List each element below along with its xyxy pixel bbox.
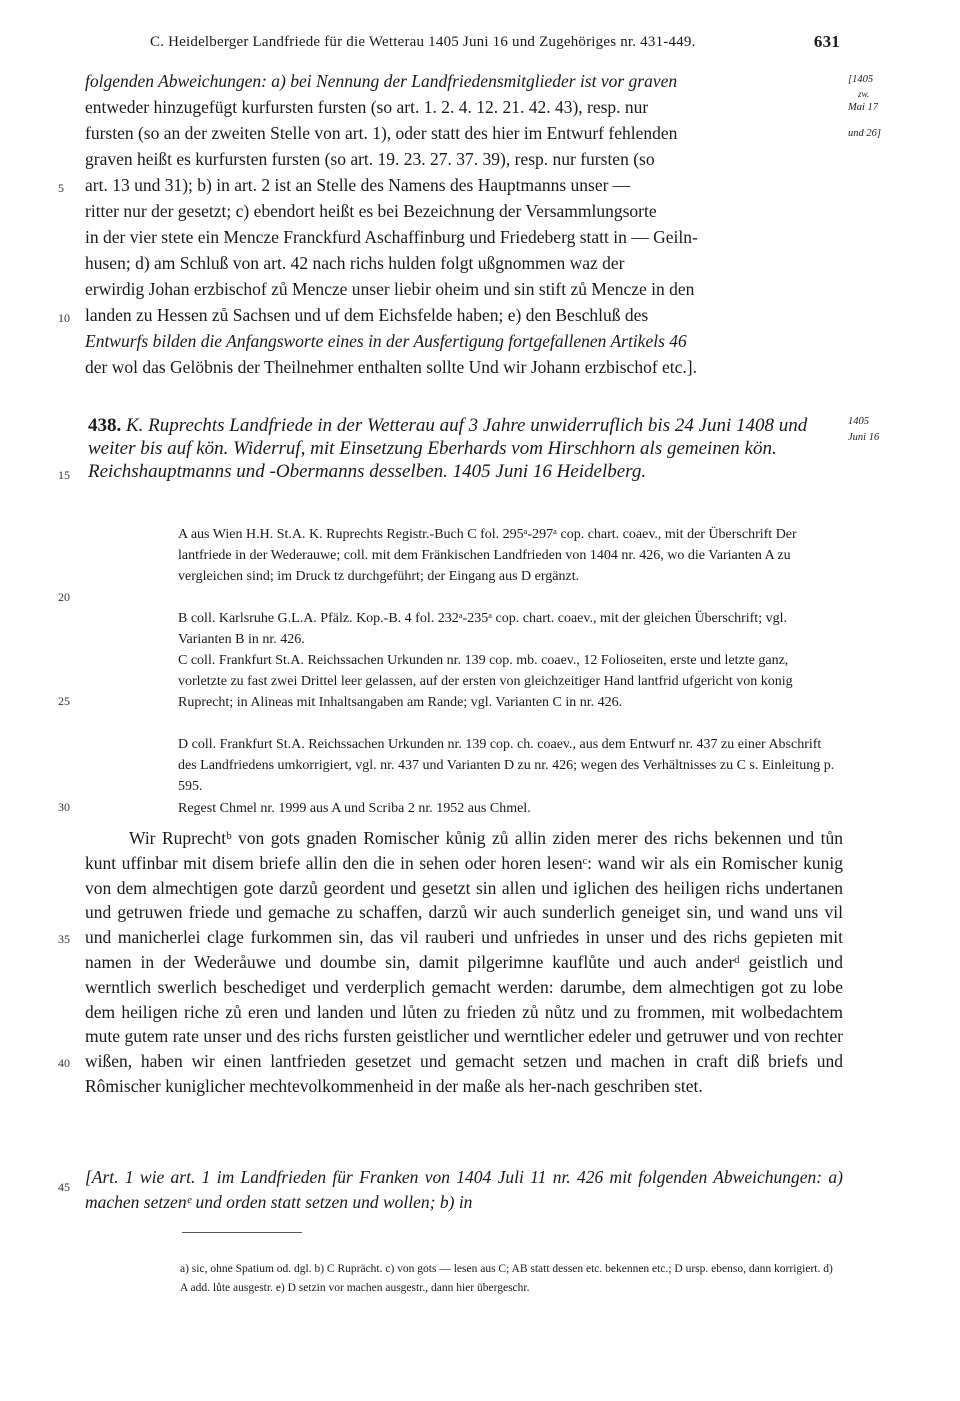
text-line: graven heißt es kurfursten fursten (so art. 19. 23. 27. 37. 39), resp. nur fursten (so: [85, 149, 655, 169]
entry-title: K. Ruprechts Landfriede in der Wetterau auf 3 Jahre unwiderruflich bis 24 Juni 1408 und weiter bis auf kön. Widerruf, mit Einsetzung Eberhards vom Hirschhorn als gemeinen kön. Reichshauptmanns und -Obermanns desselben. 1405 Juni 16 Heidelberg.: [88, 415, 808, 482]
text-line: erwirdig Johan erzbischof zů Mencze unser liebir oheim und sin stift zů Mencze in den: [85, 279, 695, 299]
line-number: 10: [58, 311, 70, 325]
text-line: der wol das Gelöbnis der Theilnehmer enthalten sollte Und wir Johann erzbischof etc.].: [85, 357, 697, 377]
line-number: 25: [58, 694, 70, 708]
entry-number: 438.: [88, 415, 122, 436]
article-paragraph: [Art. 1 wie art. 1 im Landfrieden für Franken von 1404 Juli 11 nr. 426 mit folgenden Abweichungen: a) machen setzenᵉ und orden statt setzen und wollen; b) in: [85, 1167, 843, 1212]
margin-date: [1405: [848, 74, 874, 85]
line-number: 45: [58, 1180, 70, 1194]
source-C: C coll. Frankfurt St.A. Reichssachen Urkunden nr. 139 cop. mb. coaev., 12 Folioseiten, erste und letzte ganz, vorletzte zu fast zwei Drittel leer gelassen, auf der ersten von gleichzeitiger Hand lantfrid ufgericht von konig Ruprecht; in Alineas mit Inhaltsangaben am Rande; vgl. Varianten C in nr. 426.: [178, 653, 793, 710]
source-A: A aus Wien H.H. St.A. K. Ruprechts Registr.-Buch C fol. 295ᵃ-297ᵃ cop. chart. coaev., mit der Überschrift Der lantfriede in der Wederauwe; coll. mit dem Fränkischen Landfrieden von 1404 nr. 426, wo die Varianten A zu vergleichen sind; im Druck tz durchgeführt; der Eingang aus D ergänzt.: [178, 527, 797, 584]
source-B: B coll. Karlsruhe G.L.A. Pfälz. Kop.-B. 4 fol. 232ᵃ-235ᵃ cop. chart. coaev., mit der gleichen Überschrift; vgl. Varianten B in nr. 426.: [178, 611, 787, 647]
text-line: in der vier stete ein Mencze Franckfurd Aschaffinburg und Friedeberg statt in — Geiln-: [85, 227, 698, 247]
running-head-title: C. Heidelberger Landfriede für die Wetterau 1405 Juni 16 und Zugehöriges nr. 431-449.: [150, 34, 696, 50]
source-regest: Regest Chmel nr. 1999 aus A und Scriba 2 nr. 1952 aus Chmel.: [178, 801, 531, 816]
line-number: 30: [58, 800, 70, 814]
margin-date: zw.: [858, 89, 870, 99]
text-line: husen; d) am Schluß von art. 42 nach richs hulden folgt ußgnommen waz der: [85, 253, 625, 273]
footnote-rule: [182, 1232, 302, 1233]
margin-date: und 26]: [848, 128, 881, 139]
page-number: 631: [813, 32, 840, 51]
source-D: D coll. Frankfurt St.A. Reichssachen Urkunden nr. 139 cop. ch. coaev., aus dem Entwurf nr. 437 zu einer Abschrift des Landfriedens umkorrigiert, vgl. nr. 437 und Varianten D zu nr. 426; wegen des Verhältnisses zu C s. Einleitung p. 595.: [178, 737, 835, 794]
margin-date: Mai 17: [848, 102, 879, 113]
text-line: entweder hinzugefügt kurfursten fursten (so art. 1. 2. 4. 12. 21. 42. 43), resp. nur: [85, 97, 649, 117]
text-line: folgenden Abweichungen: a) bei Nennung der Landfriedensmitglieder ist vor graven: [85, 71, 678, 91]
line-number: 5: [58, 181, 64, 195]
entry-heading: [88, 414, 840, 483]
margin-date: 1405: [848, 416, 869, 427]
line-number: 15: [58, 468, 70, 482]
text-line: fursten (so an der zweiten Stelle von art. 1), oder statt des hier im Entwurf fehlenden: [85, 123, 678, 143]
text-line: Entwurfs bilden die Anfangsworte eines in der Ausfertigung fortgefallenen Artikels 46: [85, 331, 687, 351]
text-line: ritter nur der gesetzt; c) ebendort heißt es bei Bezeichnung der Versammlungsorte: [85, 201, 657, 221]
text-line: art. 13 und 31); b) in art. 2 ist an Stelle des Namens des Hauptmanns unser —: [85, 175, 631, 195]
text-line: landen zu Hessen zů Sachsen und uf dem Eichsfelde haben; e) den Beschluß des: [85, 305, 649, 325]
line-number: 20: [58, 590, 70, 604]
footnotes: [180, 1260, 840, 1298]
line-number: 40: [58, 1056, 70, 1070]
running-head: [150, 34, 840, 51]
main-paragraph: Wir Ruprechtᵇ von gots gnaden Romischer kůnig zů allin ziden merer des richs bekennen und tůn kunt uffinbar mit disem briefe allin den die in sehen oder horen lesenᶜ: wand wir als ein Romischer kunig von dem almechtigen gote darzů geordent und gesetzt sin allen und iglichen des heiligen richs undertanen und getruwen friede und gemache zu schaffen, darzů wir auch sunderlich geneiget sin, und wand uns vil und manicherlei clage furkommen sin, das vil rauberi und unfriedes in unser und des richs gepieten mit namen in der Wederåuwe und doumbe sin, damit pilgerimne kauflůte und auch anderᵈ geistlich und werntlich swerlich beschediget und verderplich gemacht werden: darumbe, dem almechtigen got zu lobe dem heiligen riche zů eren und landen und lůten zu frieden zů nůtz und zu frommen, mit wolbedachtem mute gutem rate unser und des richs fursten geistlicher und werntlicher edeler und getruwer und von rechter wißen, haben wir einen lantfrieden gesetzet und gemacht setzen und machen in craft diß briefs und Rômischer kuniglicher mechtevolkommenheid in der maße als her-nach geschriben stet.: [85, 828, 843, 1096]
margin-date: Juni 16: [848, 432, 880, 443]
footnote-text: a) sic, ohne Spatium od. dgl. b) C Ruprächt. c) von gots — lesen aus C; AB statt dessen etc. bekennen etc.; D ursp. ebenso, dann korrigiert. d) A add. lůte ausgestr. e) D setzin vor machen ausgestr., dann hier übergeschr.: [180, 1263, 833, 1294]
line-number: 35: [58, 932, 70, 946]
main-text: [85, 826, 843, 1099]
